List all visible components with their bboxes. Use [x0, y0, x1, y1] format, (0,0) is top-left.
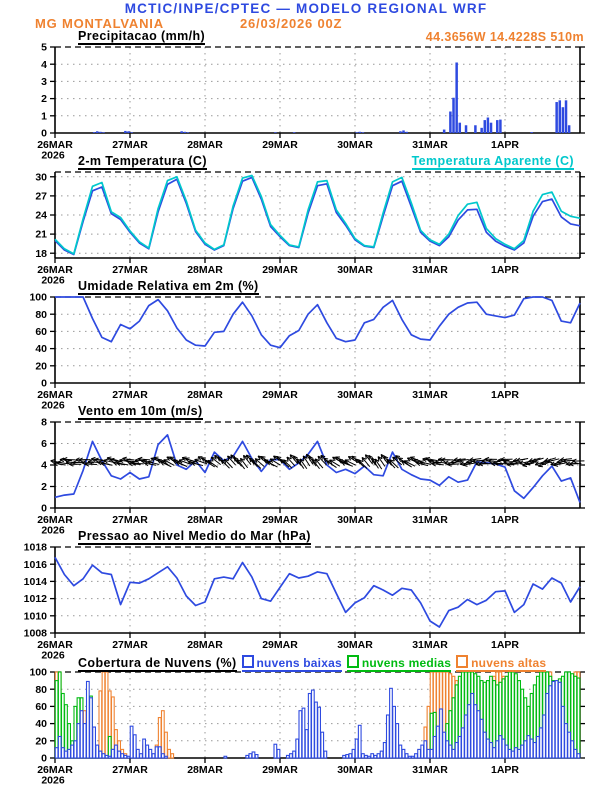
- svg-text:30MAR: 30MAR: [337, 764, 373, 776]
- run-datetime-label: 26/03/2026 00Z: [240, 16, 343, 31]
- svg-text:1016: 1016: [23, 558, 47, 571]
- svg-text:1APR: 1APR: [490, 389, 520, 401]
- svg-text:80: 80: [35, 308, 47, 321]
- svg-text:31MAR: 31MAR: [412, 514, 448, 526]
- svg-text:2: 2: [41, 93, 47, 106]
- svg-text:3: 3: [41, 76, 47, 88]
- panel-3: [37, 417, 585, 537]
- legend-nuvens-baixas: nuvens baixas: [242, 654, 342, 672]
- svg-text:31MAR: 31MAR: [412, 139, 448, 151]
- panel-title-precipitation: Precipitacao (mm/h): [78, 29, 206, 43]
- svg-text:27MAR: 27MAR: [112, 389, 148, 401]
- svg-text:30MAR: 30MAR: [337, 514, 373, 526]
- svg-text:31MAR: 31MAR: [412, 639, 448, 651]
- svg-text:1APR: 1APR: [490, 514, 520, 526]
- svg-text:18: 18: [35, 247, 47, 260]
- svg-text:26MAR: 26MAR: [37, 639, 73, 651]
- svg-text:26MAR: 26MAR: [37, 264, 73, 276]
- svg-text:1APR: 1APR: [490, 264, 520, 276]
- svg-text:28MAR: 28MAR: [187, 514, 223, 526]
- svg-text:27MAR: 27MAR: [112, 264, 148, 276]
- svg-text:29MAR: 29MAR: [262, 139, 298, 151]
- svg-text:0: 0: [41, 752, 47, 765]
- svg-text:2026: 2026: [41, 524, 65, 537]
- panel-title-row-temperature: [78, 154, 207, 170]
- svg-text:2026: 2026: [41, 149, 65, 162]
- svg-text:26MAR: 26MAR: [37, 389, 73, 401]
- svg-text:24: 24: [35, 209, 47, 222]
- svg-text:6: 6: [41, 438, 47, 451]
- svg-text:2026: 2026: [41, 274, 65, 287]
- svg-text:20: 20: [35, 735, 47, 748]
- svg-text:28MAR: 28MAR: [187, 764, 223, 776]
- station-label: MG MONTALVANIA: [35, 16, 164, 31]
- svg-text:26MAR: 26MAR: [37, 514, 73, 526]
- svg-text:26MAR: 26MAR: [37, 764, 73, 776]
- svg-text:1APR: 1APR: [490, 639, 520, 651]
- panel-title-row-pressure: [78, 529, 311, 545]
- svg-text:26MAR: 26MAR: [37, 139, 73, 151]
- panel-title-row-precipitation: [78, 29, 205, 45]
- svg-text:0: 0: [41, 127, 47, 140]
- svg-text:40: 40: [35, 718, 47, 731]
- svg-text:40: 40: [35, 343, 47, 356]
- svg-text:2026: 2026: [41, 649, 65, 662]
- svg-text:30MAR: 30MAR: [337, 264, 373, 276]
- svg-text:30: 30: [35, 171, 47, 184]
- svg-text:4: 4: [41, 58, 47, 71]
- page-title: MCTIC/INPE/CPTEC — MODELO REGIONAL WRF: [124, 1, 488, 16]
- panel-0: [37, 42, 585, 162]
- svg-text:1APR: 1APR: [490, 139, 520, 151]
- svg-text:27MAR: 27MAR: [112, 764, 148, 776]
- svg-text:1: 1: [41, 110, 47, 123]
- svg-text:28MAR: 28MAR: [187, 139, 223, 151]
- svg-text:1010: 1010: [23, 610, 47, 623]
- svg-text:4: 4: [41, 459, 47, 472]
- svg-text:29MAR: 29MAR: [262, 389, 298, 401]
- svg-text:0: 0: [41, 377, 47, 390]
- legend-temperatura-aparente: Temperatura Aparente (C): [411, 154, 574, 168]
- svg-text:1014: 1014: [23, 576, 47, 588]
- svg-text:28MAR: 28MAR: [187, 264, 223, 276]
- legend-nuvens-altas: nuvens altas: [456, 654, 546, 672]
- svg-text:2: 2: [41, 481, 47, 494]
- svg-text:20: 20: [35, 360, 47, 373]
- panel-title-temperature: 2-m Temperatura (C): [78, 154, 207, 168]
- panel-title-row-humidity: [78, 279, 259, 295]
- svg-text:31MAR: 31MAR: [412, 389, 448, 401]
- svg-text:1012: 1012: [23, 593, 47, 606]
- svg-text:100: 100: [29, 291, 47, 304]
- panel-5: [29, 667, 585, 787]
- panel-title-row-clouds: [78, 654, 546, 672]
- coords-label: 44.3656W 14.4228S 510m: [425, 30, 584, 44]
- svg-text:27MAR: 27MAR: [112, 514, 148, 526]
- svg-text:1008: 1008: [23, 627, 47, 640]
- svg-text:60: 60: [35, 701, 47, 713]
- svg-text:29MAR: 29MAR: [262, 514, 298, 526]
- svg-text:27: 27: [35, 190, 47, 203]
- svg-text:31MAR: 31MAR: [412, 264, 448, 276]
- svg-text:28MAR: 28MAR: [187, 639, 223, 651]
- svg-text:1018: 1018: [23, 541, 47, 554]
- svg-text:27MAR: 27MAR: [112, 639, 148, 651]
- svg-text:29MAR: 29MAR: [262, 639, 298, 651]
- svg-text:30MAR: 30MAR: [337, 639, 373, 651]
- legend-swatch-altas-icon: [456, 655, 468, 668]
- svg-text:30MAR: 30MAR: [337, 139, 373, 151]
- panel-title-clouds: Cobertura de Nuvens (%): [78, 656, 237, 670]
- panel-1: [35, 171, 585, 286]
- svg-text:29MAR: 29MAR: [262, 264, 298, 276]
- svg-text:30MAR: 30MAR: [337, 389, 373, 401]
- svg-text:1APR: 1APR: [490, 764, 520, 776]
- svg-text:100: 100: [29, 666, 47, 679]
- svg-text:8: 8: [41, 416, 47, 429]
- svg-text:28MAR: 28MAR: [187, 389, 223, 401]
- svg-text:31MAR: 31MAR: [412, 764, 448, 776]
- legend-nuvens-medias: nuvens medias: [347, 654, 451, 672]
- panel-title-row-wind: [78, 404, 203, 420]
- svg-text:2026: 2026: [41, 774, 65, 787]
- svg-text:21: 21: [35, 228, 47, 241]
- legend-swatch-medias-icon: [347, 655, 359, 668]
- svg-text:0: 0: [41, 502, 47, 515]
- panel-2: [29, 292, 585, 412]
- panel-4: [24, 542, 585, 662]
- panel-title-humidity: Umidade Relativa em 2m (%): [78, 279, 259, 293]
- panel-title-pressure: Pressao ao Nivel Medio do Mar (hPa): [78, 529, 311, 543]
- panel-title-wind: Vento em 10m (m/s): [78, 404, 203, 418]
- svg-text:80: 80: [35, 683, 47, 696]
- legend-swatch-baixas-icon: [242, 655, 254, 668]
- svg-text:5: 5: [41, 41, 47, 54]
- svg-text:60: 60: [35, 326, 47, 338]
- svg-text:2026: 2026: [41, 399, 65, 412]
- svg-text:27MAR: 27MAR: [112, 139, 148, 151]
- svg-text:29MAR: 29MAR: [262, 764, 298, 776]
